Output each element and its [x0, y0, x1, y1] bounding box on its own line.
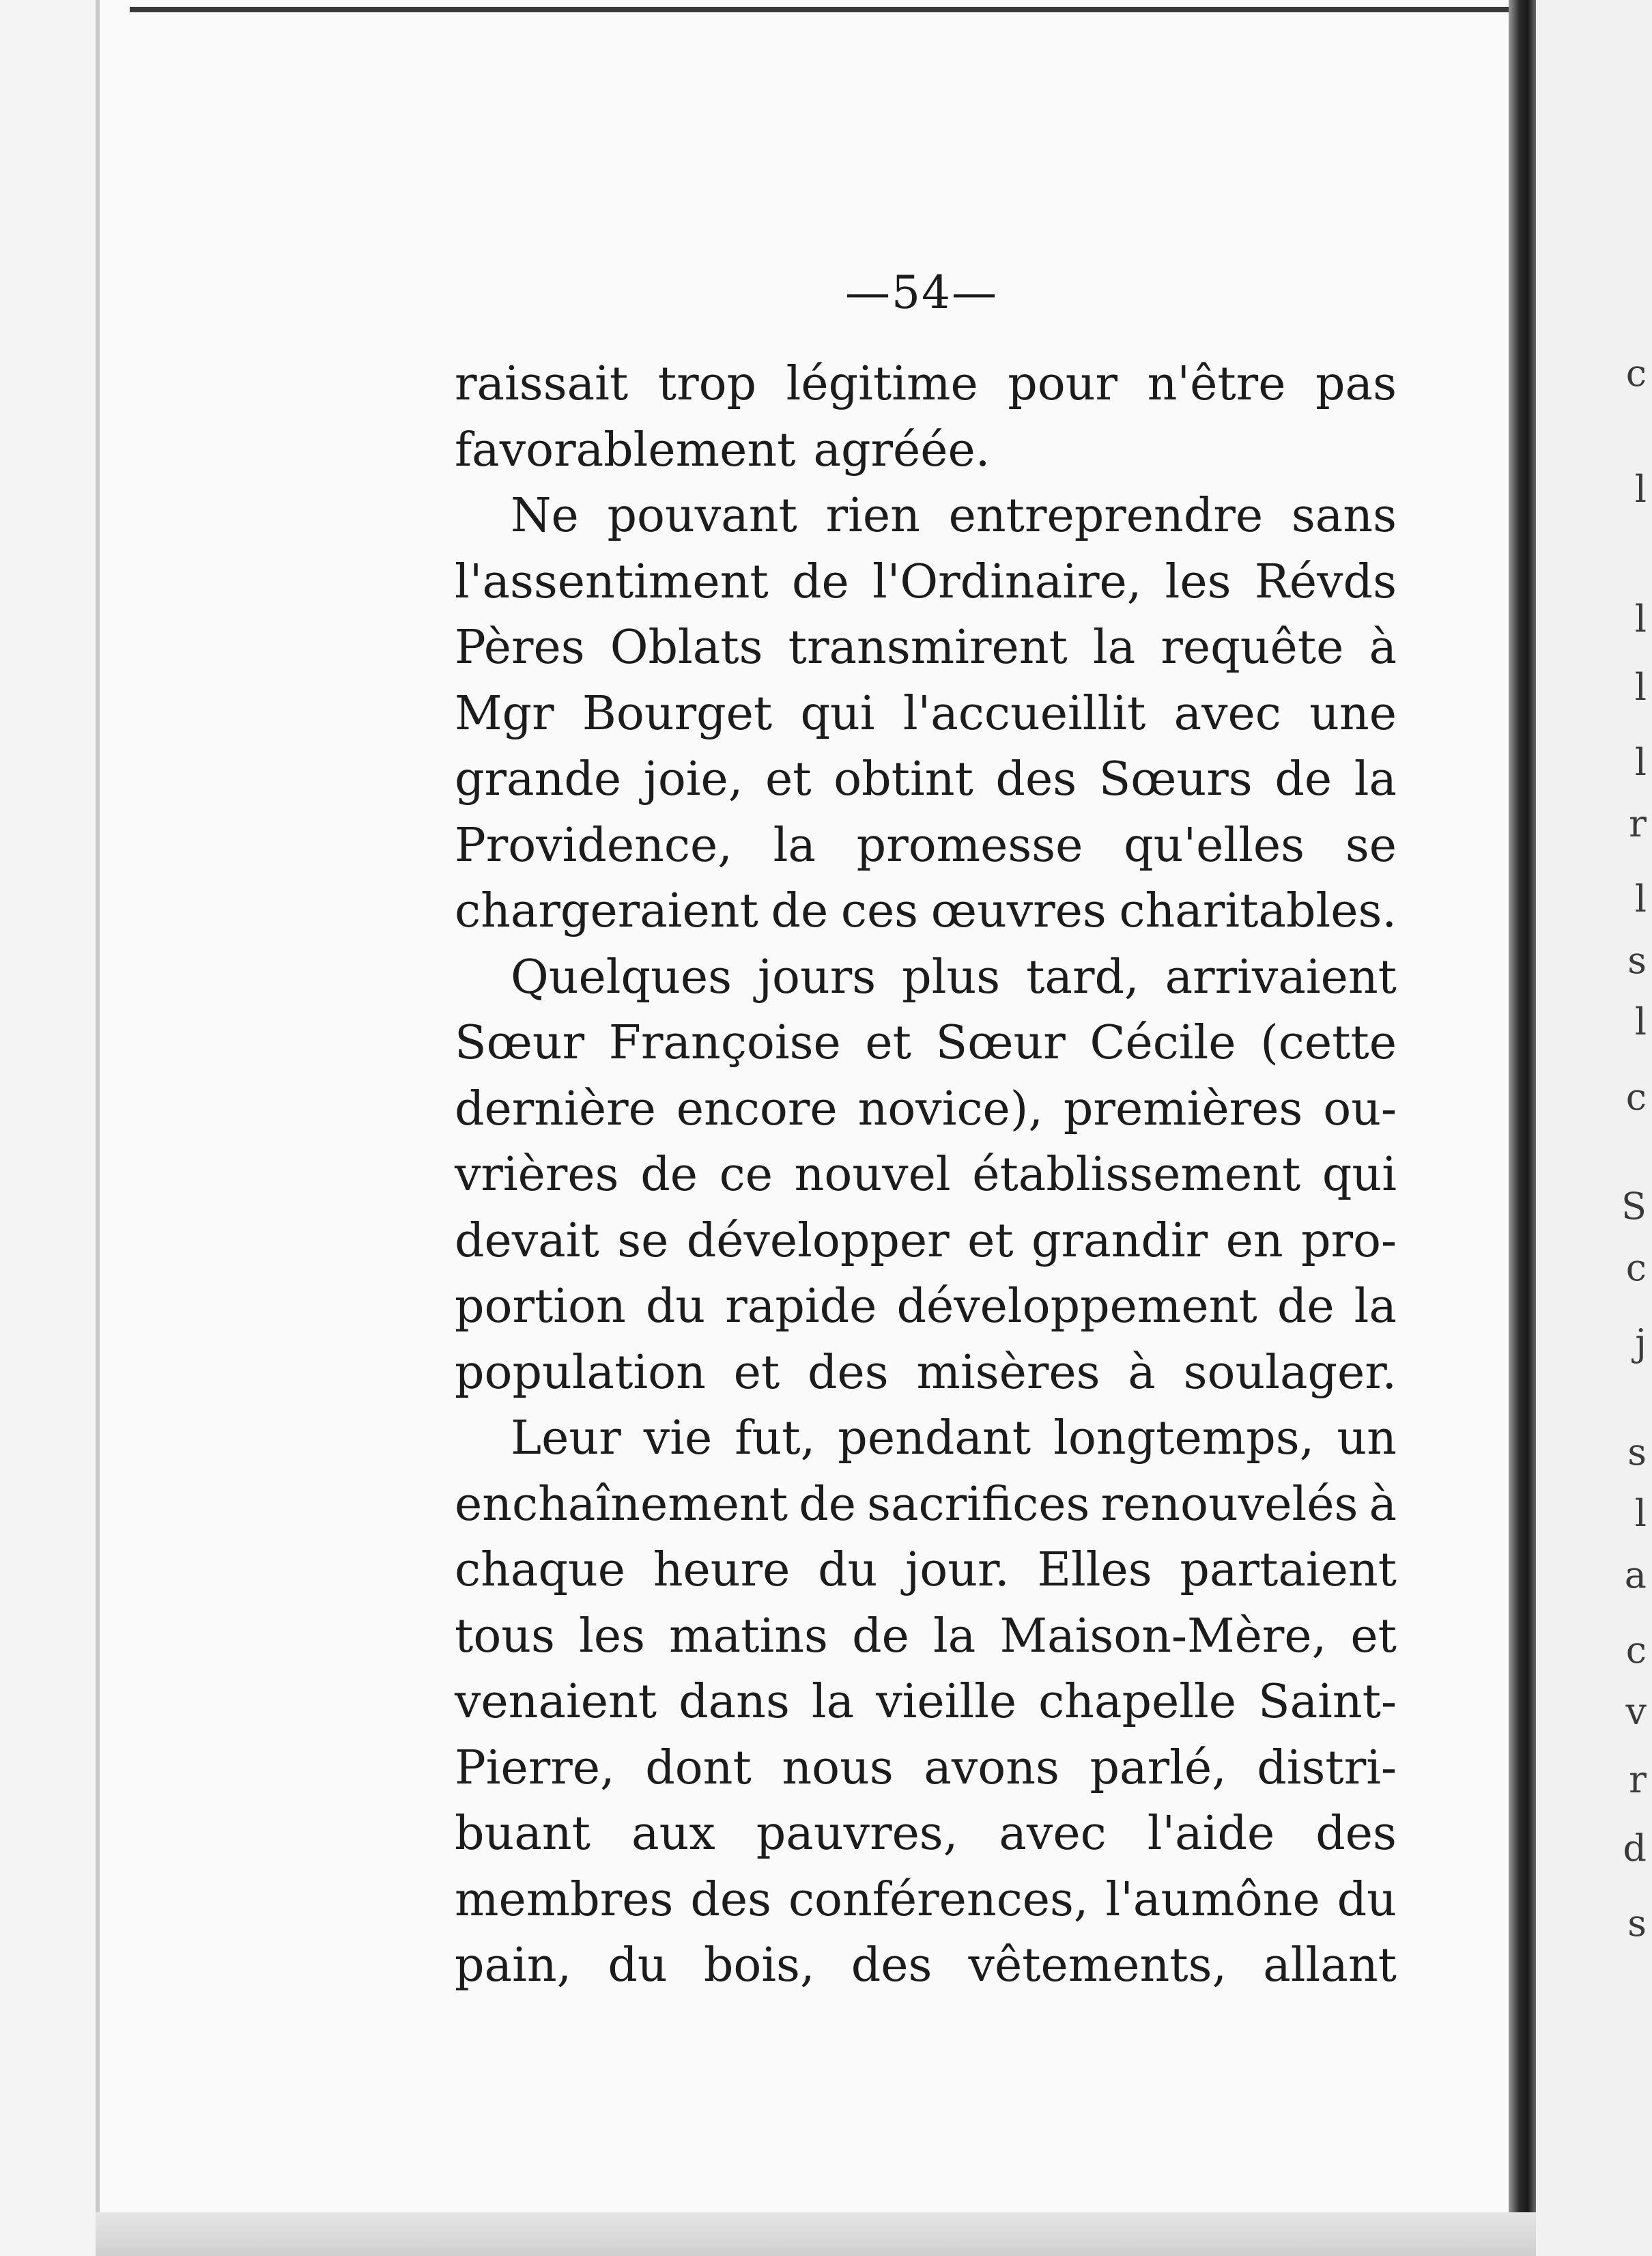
word: du	[818, 1543, 878, 1597]
word: fut,	[735, 1411, 816, 1465]
word: la	[1354, 1280, 1397, 1334]
word: de	[1274, 752, 1333, 806]
word: à	[1369, 621, 1397, 675]
adjacent-page-edge	[1536, 0, 1652, 2256]
word: Sœur	[455, 1016, 585, 1070]
word: l'aumône	[1105, 1872, 1320, 1927]
word: novice),	[857, 1082, 1043, 1136]
word: Ne	[511, 489, 579, 543]
adjacent-page-glyph: S	[1621, 1185, 1647, 1228]
top-edge-shadow	[130, 7, 1536, 12]
word: nouvel	[794, 1148, 951, 1202]
word: bois,	[703, 1938, 815, 1992]
word: Sœurs	[1098, 752, 1253, 806]
text-line	[455, 550, 1397, 616]
adjacent-page-glyph: a	[1624, 1553, 1647, 1596]
text-line	[455, 615, 1397, 681]
text-line	[455, 1538, 1397, 1604]
text-line	[455, 1669, 1397, 1736]
word: les	[579, 1609, 645, 1663]
word: Elles	[1037, 1543, 1152, 1597]
text-line	[455, 1142, 1397, 1209]
word: de	[799, 1477, 856, 1532]
word: jours	[757, 950, 877, 1004]
word: ou-	[1323, 1082, 1397, 1136]
word: pain,	[455, 1938, 572, 1992]
word: l'assentiment	[455, 554, 769, 609]
word: Sœur	[935, 1016, 1066, 1070]
word: l'Ordinaire,	[872, 554, 1142, 609]
adjacent-page-glyph: d	[1623, 1827, 1647, 1870]
word: ces	[840, 884, 919, 938]
word: vie	[643, 1411, 713, 1465]
word: des	[995, 752, 1077, 806]
text-line	[455, 879, 1397, 945]
word: des	[1315, 1807, 1397, 1861]
adjacent-page-glyph: l	[1634, 597, 1647, 640]
text-line	[455, 1406, 1397, 1472]
word: heure	[653, 1543, 791, 1597]
word: légitime	[786, 357, 978, 411]
word: sacrifices	[867, 1477, 1090, 1532]
word: sans	[1291, 489, 1397, 543]
word: qui	[1322, 1148, 1397, 1202]
word: population	[455, 1345, 706, 1400]
word: enchaînement	[455, 1477, 788, 1532]
word: portion	[455, 1280, 626, 1334]
word: transmirent	[788, 621, 1068, 675]
word: chaque	[455, 1543, 625, 1597]
word: encore	[676, 1082, 838, 1136]
page-number: —54—	[845, 266, 998, 319]
word: chapelle	[1038, 1675, 1237, 1729]
adjacent-page-glyph: c	[1625, 1246, 1647, 1289]
word: œuvres	[930, 884, 1107, 938]
text-line	[455, 1340, 1397, 1407]
word: avec	[999, 1807, 1107, 1861]
word: des	[851, 1938, 932, 1992]
word: avec	[1173, 686, 1281, 741]
text-line	[455, 1933, 1397, 1999]
word: Mgr	[455, 686, 554, 741]
word: de	[791, 554, 849, 609]
text-line	[455, 813, 1397, 879]
word: distri-	[1257, 1740, 1397, 1795]
text-line	[455, 1604, 1397, 1670]
text-line	[455, 1472, 1397, 1538]
word: la	[1092, 621, 1136, 675]
word: de	[640, 1148, 698, 1202]
word: du	[1337, 1872, 1397, 1927]
adjacent-page-glyph: r	[1629, 802, 1647, 845]
word: la	[1354, 752, 1397, 806]
word: pendant	[838, 1411, 1031, 1465]
word: Cécile	[1090, 1016, 1236, 1070]
word: et	[733, 1345, 780, 1400]
text-line	[455, 483, 1397, 550]
word: Leur	[511, 1411, 621, 1465]
word: se	[1345, 818, 1397, 873]
word: trop	[657, 357, 757, 411]
word: dernière	[455, 1082, 656, 1136]
word: à	[1128, 1345, 1156, 1400]
word: entreprendre	[948, 489, 1264, 543]
word: pas	[1315, 357, 1397, 411]
word: vrières	[455, 1148, 619, 1202]
word: grande	[455, 752, 622, 806]
adjacent-page-glyph: l	[1634, 468, 1647, 511]
word: pouvant	[607, 489, 797, 543]
word: devait	[455, 1213, 599, 1268]
text-line	[455, 1736, 1397, 1802]
text-line	[455, 681, 1397, 748]
word: des	[808, 1345, 889, 1400]
word: du	[608, 1938, 668, 1992]
word: membres	[455, 1872, 674, 1927]
word: nous	[782, 1740, 894, 1795]
word: et	[967, 1213, 1014, 1268]
word: qu'elles	[1124, 818, 1305, 873]
word: matins	[669, 1609, 828, 1663]
word: ce	[719, 1148, 773, 1202]
word: parlé,	[1090, 1740, 1227, 1795]
text-line	[455, 747, 1397, 813]
word: raissait	[455, 357, 629, 411]
word: aux	[631, 1807, 715, 1861]
word: établissement	[972, 1148, 1301, 1202]
adjacent-page-glyph: l	[1634, 877, 1647, 920]
word: l'accueillit	[902, 686, 1146, 741]
word: pro-	[1301, 1213, 1397, 1268]
word: vieille	[876, 1675, 1017, 1729]
adjacent-page-glyph: s	[1627, 939, 1647, 982]
adjacent-page-glyph: l	[1634, 1492, 1647, 1535]
text-line	[455, 1867, 1397, 1934]
body-text	[455, 352, 1397, 1999]
word: buant	[455, 1807, 590, 1861]
word: avons	[924, 1740, 1059, 1795]
word: des	[690, 1872, 771, 1927]
word: pour	[1008, 357, 1118, 411]
word: misères	[916, 1345, 1100, 1400]
word: agréée.	[813, 423, 991, 477]
word: joie,	[643, 752, 743, 806]
word: Pères	[455, 621, 585, 675]
word: dans	[679, 1675, 790, 1729]
adjacent-page-glyph: l	[1634, 741, 1647, 784]
adjacent-page-glyph: c	[1625, 352, 1647, 395]
word: plus	[902, 950, 1001, 1004]
word: Providence,	[455, 818, 732, 873]
text-line	[455, 1274, 1397, 1340]
word: charitables.	[1119, 884, 1397, 938]
text-line	[455, 1801, 1397, 1867]
word: un	[1337, 1411, 1397, 1465]
word: Maison-Mère,	[999, 1609, 1327, 1663]
word: premières	[1063, 1082, 1303, 1136]
word: tard,	[1026, 950, 1139, 1004]
word: partaient	[1180, 1543, 1397, 1597]
word: tous	[455, 1609, 555, 1663]
word: obtint	[834, 752, 973, 806]
word: du	[645, 1280, 706, 1334]
word: allant	[1263, 1938, 1397, 1992]
book-binding	[1509, 0, 1536, 2256]
word: chargeraient	[455, 884, 758, 938]
word: requête	[1160, 621, 1344, 675]
word: soulager.	[1183, 1345, 1397, 1400]
word: se	[617, 1213, 669, 1268]
word: dont	[645, 1740, 752, 1795]
adjacent-page-glyph: v	[1625, 1690, 1647, 1733]
word: Quelques	[511, 950, 732, 1004]
adjacent-page-glyph: c	[1625, 1628, 1647, 1672]
word: n'être	[1147, 357, 1286, 411]
adjacent-page-glyph: s	[1627, 1430, 1647, 1474]
word: jour.	[905, 1543, 1010, 1597]
word: renouvelés	[1100, 1477, 1358, 1532]
word: promesse	[856, 818, 1083, 873]
word: de	[852, 1609, 909, 1663]
word: rien	[825, 489, 920, 543]
adjacent-page-glyph: l	[1634, 1000, 1647, 1043]
word: arrivaient	[1165, 950, 1397, 1004]
word: l'aide	[1147, 1807, 1275, 1861]
word: les	[1165, 554, 1231, 609]
adjacent-page-glyph: j	[1635, 1321, 1647, 1364]
word: qui	[800, 686, 875, 741]
word: Pierre,	[455, 1740, 615, 1795]
word: Révds	[1254, 554, 1397, 609]
word: en	[1225, 1213, 1283, 1268]
adjacent-page-glyph: s	[1627, 1902, 1647, 1945]
word: (cette	[1260, 1016, 1397, 1070]
word: longtemps,	[1053, 1411, 1315, 1465]
word: conférences,	[788, 1872, 1089, 1927]
word: venaient	[455, 1675, 657, 1729]
word: de	[1277, 1280, 1335, 1334]
word: Françoise	[608, 1016, 841, 1070]
text-line	[455, 352, 1397, 418]
word: vêtements,	[968, 1938, 1227, 1992]
word: pauvres,	[756, 1807, 958, 1861]
word: développement	[896, 1280, 1257, 1334]
word: la	[773, 818, 816, 873]
word: à	[1369, 1477, 1397, 1532]
word: une	[1309, 686, 1397, 741]
word: grandir	[1031, 1213, 1208, 1268]
text-line	[455, 1209, 1397, 1275]
word: de	[771, 884, 829, 938]
adjacent-page-glyph: l	[1634, 666, 1647, 709]
word: et	[865, 1016, 911, 1070]
word: développer	[686, 1213, 950, 1268]
text-line	[455, 945, 1397, 1011]
word: rapide	[725, 1280, 877, 1334]
word: Saint-	[1258, 1675, 1397, 1729]
text-line	[455, 1077, 1397, 1143]
bottom-edge-shadow	[96, 2212, 1536, 2256]
word: Bourget	[582, 686, 773, 741]
word: favorablement	[455, 423, 796, 477]
word: Oblats	[610, 621, 763, 675]
text-line	[455, 418, 1397, 484]
word: la	[933, 1609, 976, 1663]
word: la	[811, 1675, 855, 1729]
text-line	[455, 1011, 1397, 1077]
word: et	[765, 752, 812, 806]
adjacent-page-glyph: r	[1629, 1758, 1647, 1801]
word: et	[1350, 1609, 1397, 1663]
adjacent-page-glyph: c	[1625, 1075, 1647, 1118]
